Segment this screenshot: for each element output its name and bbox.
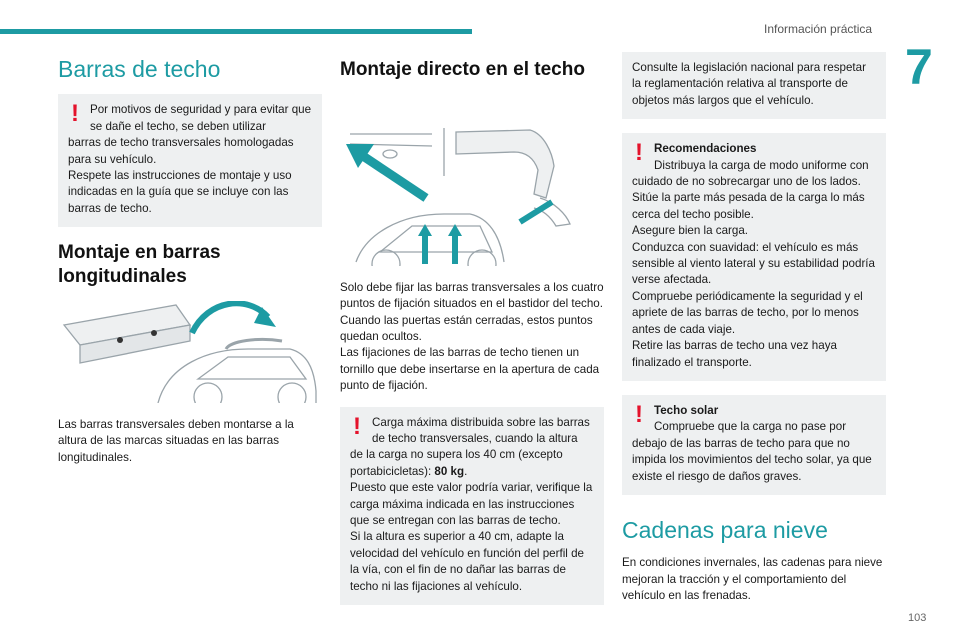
warning-exclamation-icon: ! <box>635 400 643 428</box>
roof-bars-title: Barras de techo <box>58 56 221 82</box>
chapter-number: 7 <box>905 39 933 95</box>
warning-text-rest: barras de techo transversales homologadas para su vehículo. Respete las instrucciones de montaje y uso indicadas en la guía que se incluye con las barras de techo. <box>68 136 294 215</box>
recommendations-box <box>622 133 886 381</box>
recommendations-title: Recomendaciones <box>654 142 757 156</box>
legislation-note-box <box>622 52 886 119</box>
longitudinal-paragraph: Las barras transversales deben montarse a la altura de las marcas situadas en las barras longitudinales. <box>58 417 294 464</box>
warning-text-first: Por motivos de seguridad y para evitar que se dañe el techo, se deben utilizar <box>90 103 312 133</box>
max-load-text-first: Carga máxima distribuida sobre las barras de techo transversales, cuando la altura <box>372 415 590 445</box>
recommendations-first: Distribuya la carga de modo uniforme con <box>654 158 869 172</box>
warning-exclamation-icon: ! <box>71 100 79 128</box>
warning-exclamation-icon: ! <box>353 412 361 440</box>
direct-mount-paragraph: Solo debe fijar las barras transversales a los cuatro puntos de fijación situados en el bastidor del techo. Cuando las puertas están cerradas, estos puntos quedan ocultos. Las fijaciones de las barras de techo tienen un tornillo que debe insertarse en la apertura de cada punto de fijación. <box>340 280 604 393</box>
max-load-value: 80 kg <box>434 464 465 478</box>
snow-chains-title: Cadenas para nieve <box>622 516 828 543</box>
max-load-warning-box <box>340 407 604 605</box>
sunroof-title: Techo solar <box>654 403 719 417</box>
legislation-note-text: Consulte la legislación nacional para respetar la reglamentación relativa al transporte de objetos más largos que el vehículo. <box>632 61 866 107</box>
roof-mount-illustration <box>340 94 604 266</box>
longitudinal-bars-title: Montaje en barras longitudinales <box>58 242 221 288</box>
warning-exclamation-icon: ! <box>635 139 643 167</box>
max-load-text-a: de la carga no supera los 40 cm (excepto portabicicletas): <box>350 448 563 478</box>
max-load-text-b: . Puesto que este valor podría variar, verifique la carga máxima indicada en las instrucciones que se entregan con las barras de techo. Si la altura es superior a 40 cm, adapte la velocidad del vehículo en función del perfil de la vía, con el fin de no dañar las barras de techo ni las fijaciones al vehículo. <box>350 464 593 593</box>
sunroof-warning-box <box>622 395 886 495</box>
snow-chains-paragraph: En condiciones invernales, las cadenas para nieve mejoran la tracción y el comportamiento del vehículo en las frenadas. <box>622 556 883 603</box>
column-1 <box>58 52 322 478</box>
column-3 <box>622 52 886 617</box>
section-label: Información práctica <box>764 22 873 36</box>
roof-bar-illustration <box>58 301 322 403</box>
header-accent-bar <box>0 29 472 34</box>
direct-mount-title: Montaje directo en el techo <box>340 59 585 80</box>
page-number: 103 <box>908 612 927 624</box>
column-2 <box>340 52 604 619</box>
sunroof-rest: debajo de las barras de techo para que no impida los movimientos del techo solar, ya que existe el riesgo de daños graves. <box>632 436 872 483</box>
sunroof-first: Compruebe que la carga no pase por <box>654 420 847 434</box>
safety-warning-box <box>58 94 322 227</box>
recommendations-rest: cuidado de no sobrecargar uno de los lados. Sitúe la parte más pesada de la carga lo más cerca del techo posible. Asegure bien la carga. Conduzca con suavidad: el vehículo es más sensible al viento lateral y su estabilidad podría verse afectada. Compruebe periódicamente la seguridad y el apriete de las barras de techo, por lo menos antes de cada viaje. Retire las barras de techo una vez haya finalizado el transporte. <box>632 175 875 369</box>
